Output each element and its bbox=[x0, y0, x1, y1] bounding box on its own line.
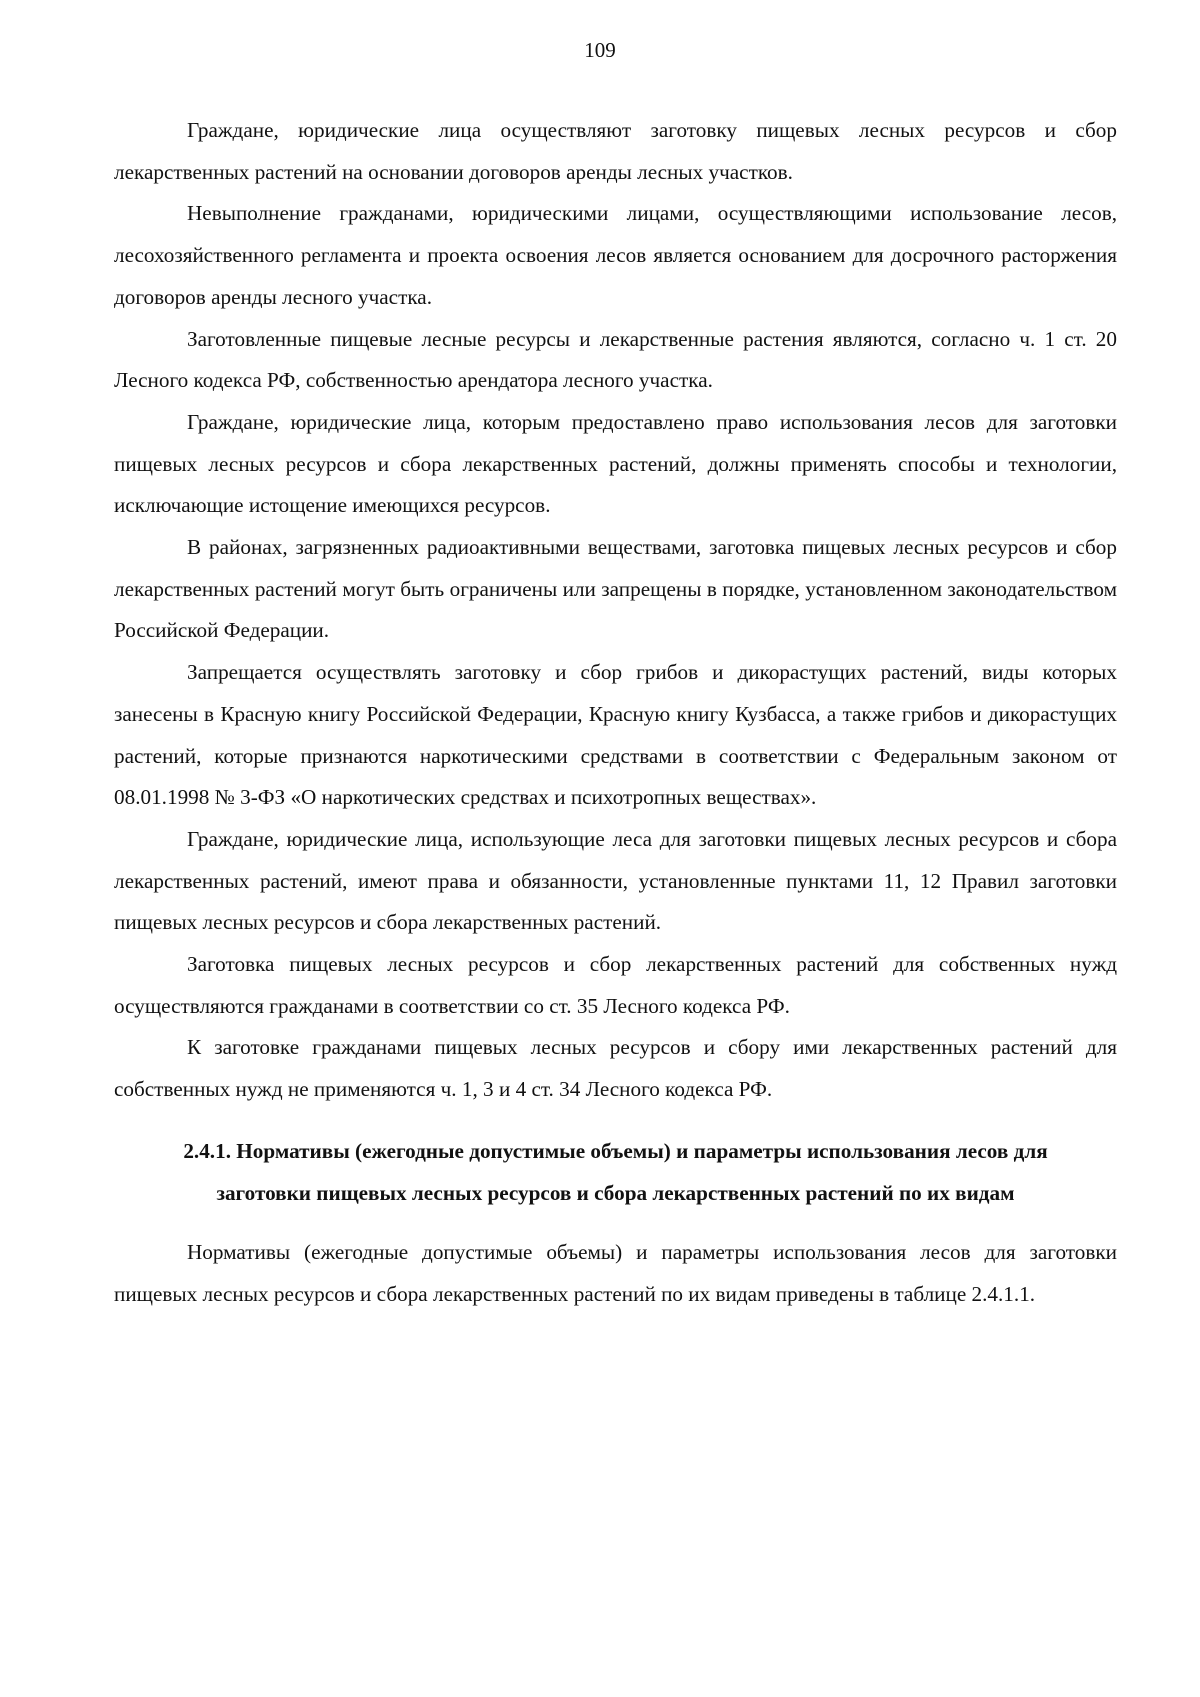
paragraph: Заготовленные пищевые лесные ресурсы и лекарственные растения являются, согласно ч. 1 ст. 20 Лесного кодекса РФ, собственностью арендатора лесного участка. bbox=[114, 326, 1117, 393]
paragraph: Граждане, юридические лица, использующие леса для заготовки пищевых лесных ресурсов и сбора лекарственных растений, имеют права и обязанности, установленные пунктами 11, 12 Правил заготовки пищевых лесных ресурсов и сбора лекарственных растений. bbox=[114, 826, 1117, 935]
paragraph: К заготовке гражданами пищевых лесных ресурсов и сбору ими лекарственных растений для собственных нужд не применяются ч. 1, 3 и 4 ст. 34 Лесного кодекса РФ. bbox=[114, 1035, 1117, 1102]
document-body bbox=[114, 110, 1117, 1316]
paragraph: Невыполнение гражданами, юридическими лицами, осуществляющими использование лесов, лесохозяйственного регламента и проекта освоения лесов является основанием для досрочного расторжения договоров аренды лесного участка. bbox=[114, 201, 1117, 309]
paragraph: Граждане, юридические лица, которым предоставлено право использования лесов для заготовки пищевых лесных ресурсов и сбора лекарственных растений, должны применять способы и технологии, исключающие истощение имеющихся ресурсов. bbox=[114, 409, 1117, 518]
section-heading: 2.4.1. Нормативы (ежегодные допустимые объемы) и параметры использования лесов для заготовки пищевых лесных ресурсов и сбора лекарственных растений по их видам bbox=[183, 1138, 1048, 1205]
paragraph: В районах, загрязненных радиоактивными веществами, заготовка пищевых лесных ресурсов и сбор лекарственных растений могут быть ограничены или запрещены в порядке, установленном законодательством Российской Федерации. bbox=[114, 535, 1117, 643]
paragraph: Граждане, юридические лица осуществляют заготовку пищевых лесных ресурсов и сбор лекарственных растений на основании договоров аренды лесных участков. bbox=[114, 118, 1117, 184]
paragraph: Запрещается осуществлять заготовку и сбор грибов и дикорастущих растений, виды которых занесены в Красную книгу Российской Федерации, Красную книгу Кузбасса, а также грибов и дикорастущих растений, которые признаются наркотическими средствами в соответствии с Федеральным законом от 08.01.1998 № 3-ФЗ «О наркотических средствах и психотропных веществах». bbox=[114, 660, 1117, 810]
page-number: 109 bbox=[584, 38, 616, 62]
section-paragraph: Нормативы (ежегодные допустимые объемы) и параметры использования лесов для заготовки пищевых лесных ресурсов и сбора лекарственных растений по их видам приведены в таблице 2.4.1.1. bbox=[114, 1240, 1117, 1306]
paragraph: Заготовка пищевых лесных ресурсов и сбор лекарственных растений для собственных нужд осуществляются гражданами в соответствии со ст. 35 Лесного кодекса РФ. bbox=[114, 952, 1117, 1018]
